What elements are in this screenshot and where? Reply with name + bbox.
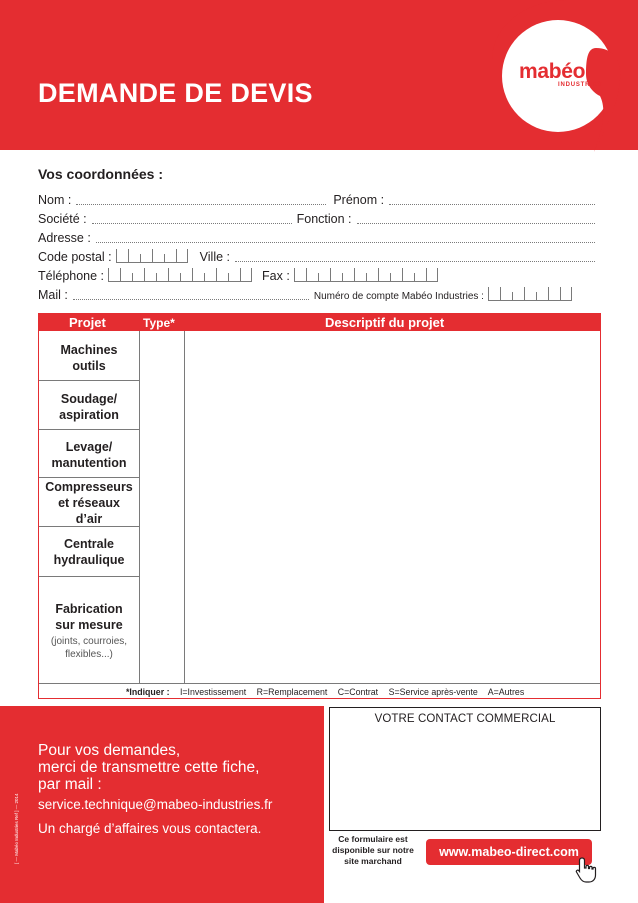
fonction-field[interactable] (357, 213, 595, 224)
row-nom (38, 188, 600, 207)
row-divider (39, 526, 139, 527)
instructions-text: Pour vos demandes, merci de transmettre cette fiche, par mail : (38, 742, 260, 793)
mail-field[interactable] (73, 289, 309, 300)
societe-field[interactable] (92, 213, 292, 224)
col-type-header: Type* (143, 316, 175, 330)
row-divider (39, 380, 139, 381)
reference-text: [ — Mabéo Industries Ref ] — 2014 (14, 793, 19, 864)
contact-details-section (38, 166, 600, 302)
telephone-label: Téléphone : (38, 269, 105, 283)
row-societe (38, 207, 600, 226)
ville-field[interactable] (235, 251, 595, 262)
availability-note: Ce formulaire est disponible sur notre site marchand (332, 834, 414, 866)
row-levage: Levage/ manutention (51, 440, 127, 470)
footer-instructions (0, 706, 324, 903)
fax-field[interactable] (294, 268, 438, 282)
row-adresse (38, 226, 600, 245)
ville-label: Ville : (199, 250, 231, 264)
row-divider (39, 429, 139, 430)
prenom-label: Prénom : (333, 193, 385, 207)
contact-box-title: VOTRE CONTACT COMMERCIAL (374, 713, 556, 725)
row-centrale-hydraulique: Centrale hydraulique (53, 537, 125, 567)
website-button[interactable]: www.mabeo-direct.com (426, 839, 592, 865)
prenom-field[interactable] (389, 194, 595, 205)
col-projet-header: Projet (69, 315, 106, 330)
section-heading: Vos coordonnées : (38, 166, 163, 182)
code-postal-label: Code postal : (38, 250, 112, 264)
compte-field[interactable] (488, 287, 572, 301)
mail-label: Mail : (38, 288, 68, 302)
column-divider (139, 331, 140, 683)
nom-label: Nom : (38, 193, 72, 207)
fonction-label: Fonction : (296, 212, 352, 226)
row-divider (39, 477, 139, 478)
row-fabrication: Fabrication sur mesure (joints, courroies, flexibles...) (50, 602, 128, 660)
page-title: DEMANDE DE DEVIS (38, 78, 313, 108)
adresse-field[interactable] (96, 232, 595, 243)
row-compresseurs: Compresseurs et réseaux d’air (45, 480, 133, 526)
table-header (39, 314, 600, 331)
fax-label: Fax : (262, 269, 290, 283)
row-code-postal (38, 245, 600, 264)
row-machines-outils: Machines outils (60, 343, 118, 373)
compte-label: Numéro de compte Mabéo Industries : (313, 291, 484, 302)
logo-subtitle: INDUSTRIES (558, 82, 603, 88)
telephone-field[interactable] (108, 268, 252, 282)
mabeo-logo (492, 0, 638, 160)
pointer-hand-icon (574, 856, 600, 884)
code-postal-field[interactable] (116, 249, 188, 263)
societe-label: Société : (38, 212, 87, 226)
adresse-label: Adresse : (38, 231, 91, 245)
nom-field[interactable] (76, 194, 326, 205)
col-desc-header: Descriptif du projet (325, 315, 445, 330)
service-email-link[interactable]: service.technique@mabeo-industries.fr (38, 797, 273, 812)
row-telephone (38, 264, 600, 283)
logo-wordmark: mabéo (519, 60, 586, 83)
contact-note: Un chargé d’affaires vous contactera. (38, 821, 262, 836)
row-soudage: Soudage/ aspiration (59, 392, 119, 422)
column-divider (184, 331, 185, 683)
sales-contact-box (329, 707, 601, 831)
project-table (38, 313, 601, 699)
row-mail (38, 283, 600, 302)
row-divider (39, 576, 139, 577)
type-legend: *Indiquer : I=Investissement R=Remplacement C=Contrat S=Service après-vente A=Autres (39, 683, 600, 699)
